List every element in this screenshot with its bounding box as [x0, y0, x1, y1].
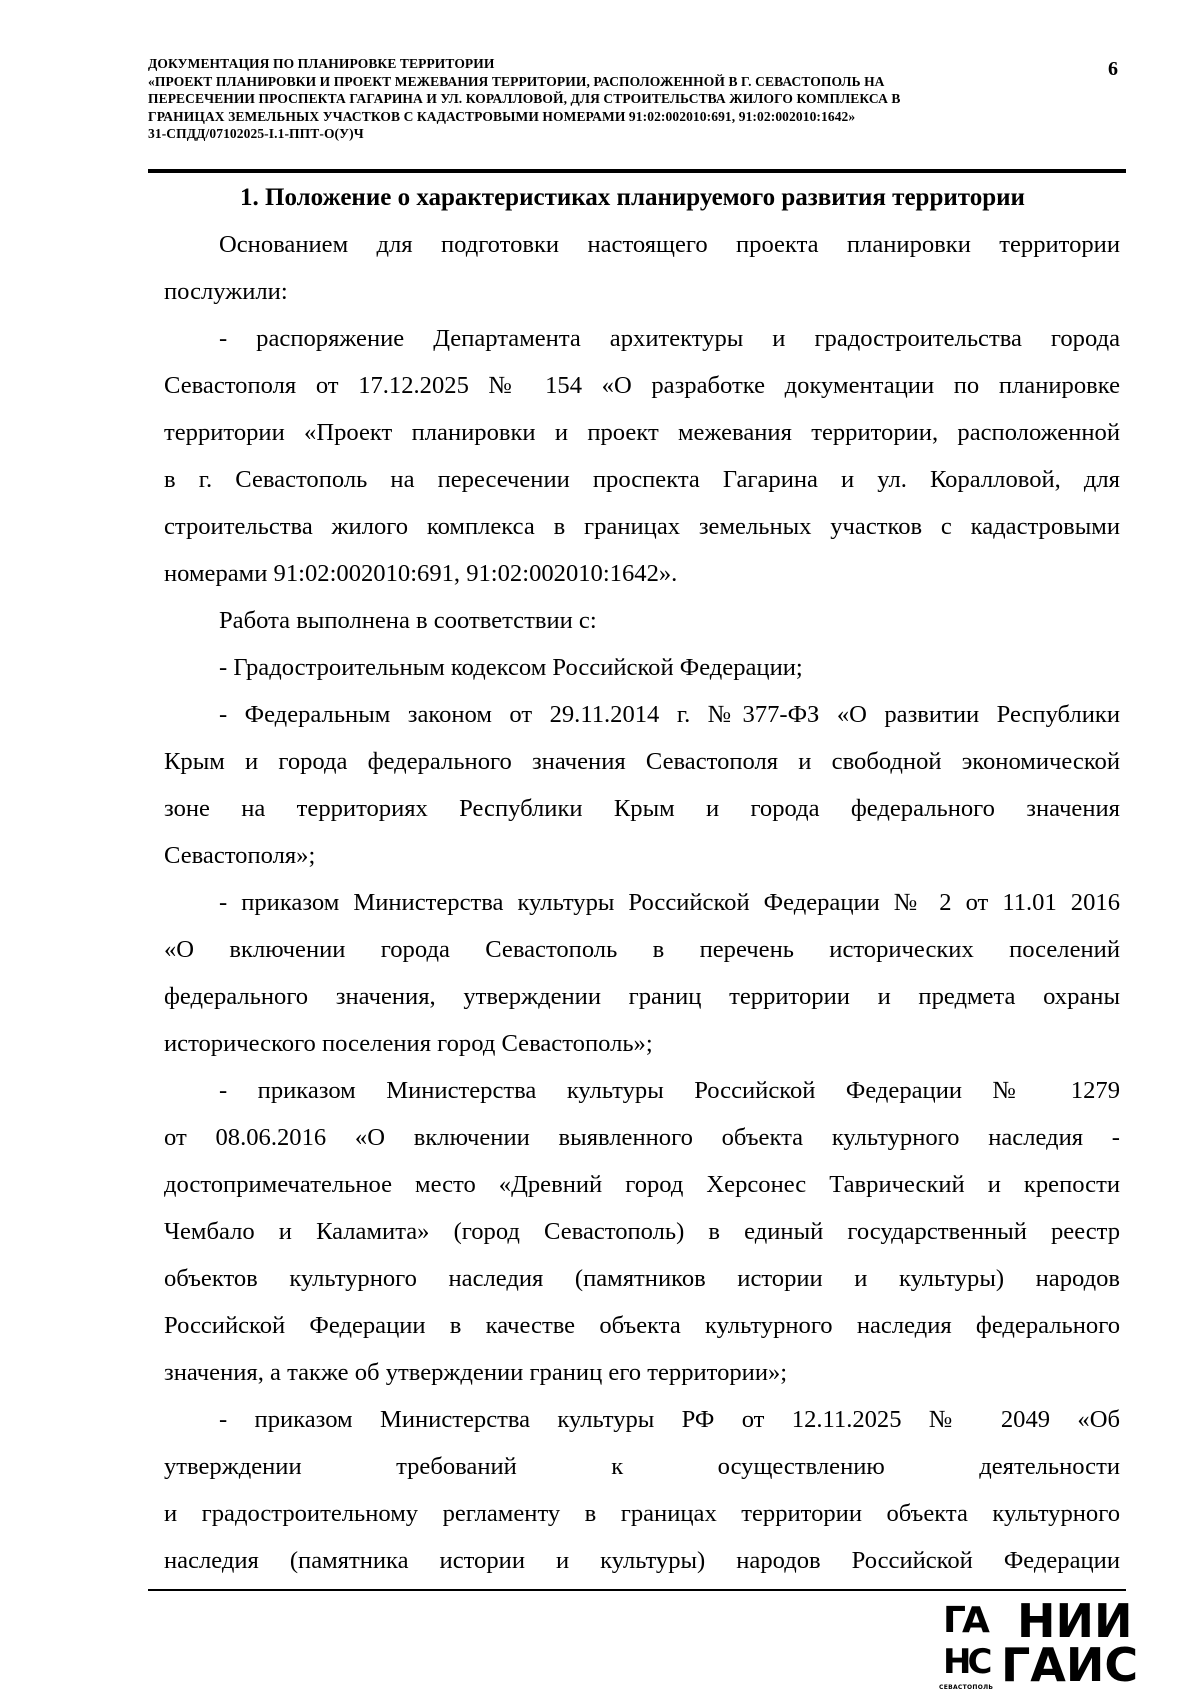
body-line: территории «Проект планировки и проект межевания территории, расположенной [164, 419, 1120, 446]
body-line: от 08.06.2016 «О включении выявленного объекта культурного наследия - [164, 1124, 1120, 1151]
logo-word-top: НИИ [1017, 1594, 1133, 1648]
body-line: и градостроительному регламенту в границах территории объекта культурного [164, 1500, 1120, 1527]
footer-divider [148, 1589, 1126, 1591]
body-line: утверждении требований к осуществлению деятельности [164, 1453, 1120, 1480]
body-line: «О включении города Севастополь в перечень исторических поселений [164, 936, 1120, 963]
body-line: наследия (памятника истории и культуры) народов Российской Федерации [164, 1547, 1120, 1574]
body-line: - Федеральным законом от 29.11.2014 г. №377-ФЗ «О развитии Республики [219, 701, 1120, 728]
body-line: федерального значения, утверждении границ территории и предмета охраны [164, 983, 1120, 1010]
body-line: строительства жилого комплекса в границах земельных участков с кадастровыми [164, 513, 1120, 540]
body-line: Крым и города федерального значения Севастополя и свободной экономической [164, 748, 1120, 775]
header-line: «ПРОЕКТ ПЛАНИРОВКИ И ПРОЕКТ МЕЖЕВАНИЯ ТЕРРИТОРИИ, РАСПОЛОЖЕННОЙ В Г. СЕВАСТОПОЛЬ НА [148, 73, 885, 89]
body-line: зоне на территориях Республики Крым и города федерального значения [164, 795, 1120, 822]
body-line: в г. Севастополь на пересечении проспекта Гагарина и ул. Коралловой, для [164, 466, 1120, 493]
body-line: Российской Федерации в качестве объекта культурного наследия федерального [164, 1312, 1120, 1339]
logo-emblem-top: ГА [943, 1600, 986, 1641]
body-line: Чембало и Каламита» (город Севастополь) в единый государственный реестр [164, 1218, 1120, 1245]
body-line: - приказом Министерства культуры РФ от 12.11.2025 № 2049 «Об [219, 1406, 1120, 1433]
body-line: объектов культурного наследия (памятников истории и культуры) народов [164, 1265, 1120, 1292]
body-line: исторического поселения город Севастополь»; [164, 1030, 653, 1057]
header-line: ГРАНИЦАХ ЗЕМЕЛЬНЫХ УЧАСТКОВ С КАДАСТРОВЫМИ НОМЕРАМИ 91:02:002010:691, 91:02:002010:1642» [148, 108, 856, 124]
header-divider [148, 169, 1126, 173]
document-code: 31-СПДД/07102025-I.1-ППТ-О(У)Ч [148, 126, 364, 141]
section-title: 1. Положение о характеристиках планируемого развития территории [240, 184, 1025, 211]
nii-gais-logo [935, 1594, 1139, 1693]
body-line: послужили: [164, 278, 288, 305]
body-line: достопримечательное место «Древний город Херсонес Таврический и крепости [164, 1171, 1120, 1198]
logo-caption: СЕВАСТОПОЛЬ [939, 1684, 994, 1691]
body-line: значения, а также об утверждении границ его территории»; [164, 1359, 788, 1386]
page-number: 6 [1108, 58, 1118, 80]
body-line: Севастополя от 17.12.2025 № 154 «О разработке документации по планировке [164, 372, 1120, 399]
header-line: ДОКУМЕНТАЦИЯ ПО ПЛАНИРОВКЕ ТЕРРИТОРИИ [148, 56, 495, 71]
body-line: - Градостроительным кодексом Российской Федерации; [219, 654, 803, 681]
body-line: номерами 91:02:002010:691, 91:02:002010:1642». [164, 560, 678, 587]
body-line: - приказом Министерства культуры Российской Федерации № 1279 [219, 1077, 1120, 1104]
body-line: - распоряжение Департамента архитектуры и градостроительства города [219, 325, 1120, 352]
body-line: Севастополя»; [164, 842, 316, 869]
body-line: Основанием для подготовки настоящего проекта планировки территории [219, 231, 1120, 258]
body-line: Работа выполнена в соответствии с: [219, 607, 597, 634]
document-header [148, 55, 1078, 143]
logo-word-bottom: ГАИС [1001, 1638, 1139, 1692]
body-line: - приказом Министерства культуры Российской Федерации № 2 от 11.01 2016 [219, 889, 1120, 916]
body-text [164, 221, 1120, 1584]
logo-emblem-bottom: НС [943, 1642, 989, 1682]
header-line: ПЕРЕСЕЧЕНИИ ПРОСПЕКТА ГАГАРИНА И УЛ. КОРАЛЛОВОЙ, ДЛЯ СТРОИТЕЛЬСТВА ЖИЛОГО КОМПЛЕКСА В [148, 91, 901, 106]
